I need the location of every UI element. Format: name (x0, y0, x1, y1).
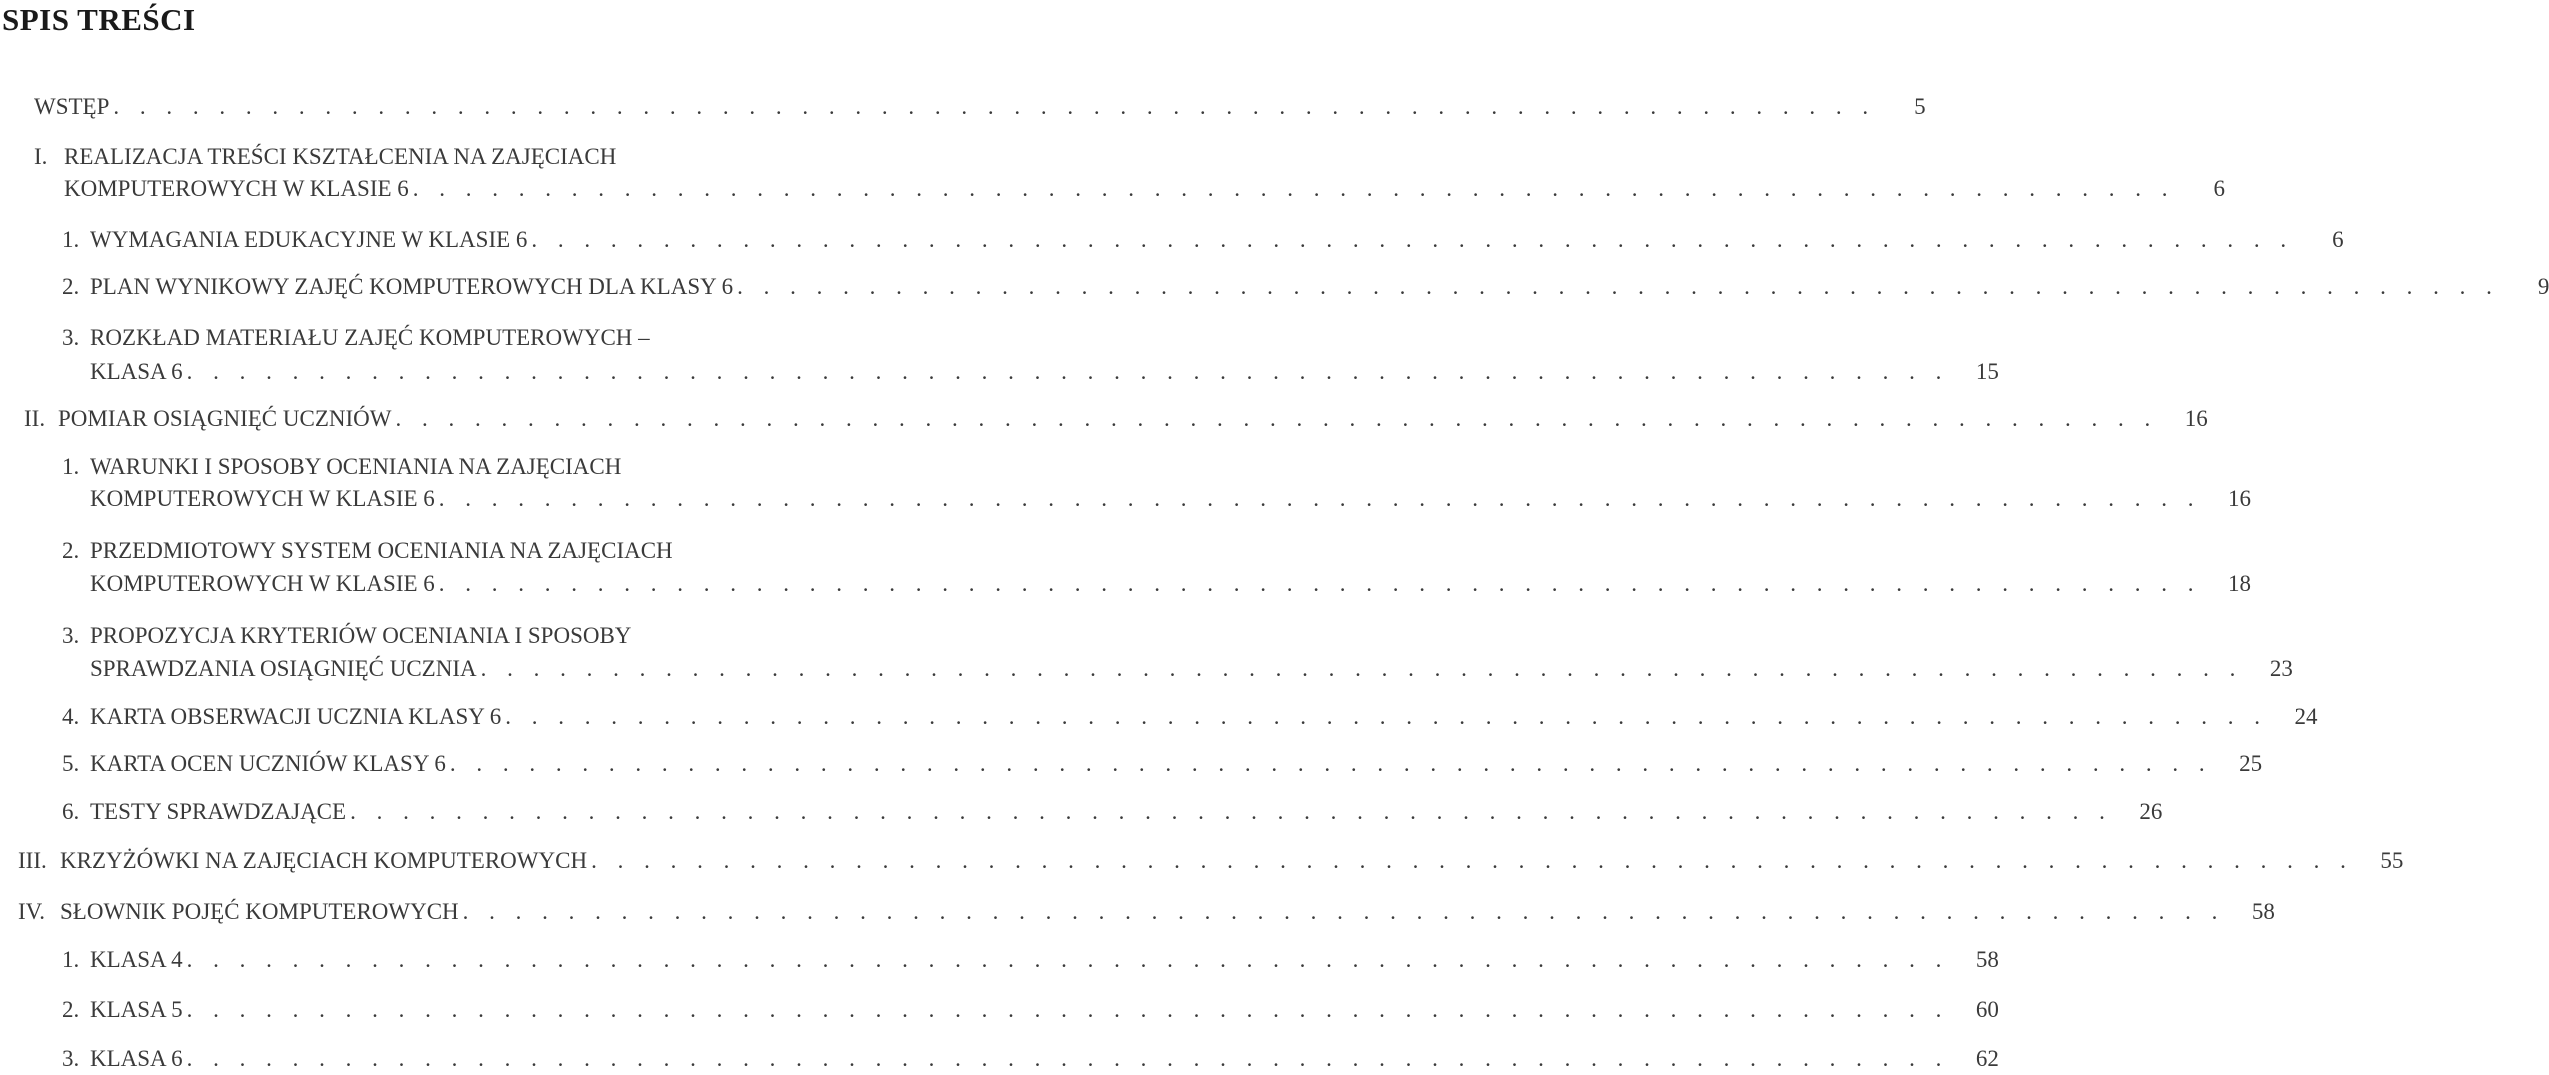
toc-item-1-3-continuation[interactable] (90, 356, 1999, 388)
toc-entry-label: KARTA OBSERWACJI UCZNIA KLASY 6 (90, 704, 502, 729)
toc-item-number: 3. (62, 325, 80, 350)
dot-leader: . . . . . . . . . . . . . . . . . . . . . . . . . . . . . . . . . . . . . . . . . . . . . . . . . . . . . . . . . . . . . . . . . . . (186, 1046, 1949, 1071)
toc-item-2-1-title[interactable] (62, 451, 960, 483)
toc-entry-label: WSTĘP (34, 94, 110, 119)
toc-entry-label: KLASA 6 (90, 1046, 183, 1071)
toc-page-number: 62 (1975, 1046, 1999, 1071)
toc-entry-label: PLAN WYNIKOWY ZAJĘĆ KOMPUTEROWYCH DLA KLASY 6 (90, 274, 734, 299)
toc-entry-label: KRZYŻÓWKI NA ZAJĘCIACH KOMPUTEROWYCH (60, 848, 588, 873)
toc-item-2-6[interactable] (62, 796, 2163, 828)
toc-page-number: 26 (2139, 799, 2163, 824)
toc-entry-label: REALIZACJA TREŚCI KSZTAŁCENIA NA ZAJĘCIACH (64, 144, 617, 169)
page-title: SPIS TREŚCI (2, 2, 196, 37)
toc-item-number: 1. (62, 454, 80, 479)
toc-item-number: 1. (62, 947, 80, 972)
toc-chapter-4[interactable] (18, 896, 2275, 928)
toc-page-number: 16 (2184, 406, 2208, 431)
toc-item-2-4[interactable] (62, 701, 2318, 733)
toc-chapter-number: III. (18, 848, 47, 873)
toc-item-number: 2. (62, 538, 80, 563)
toc-item-2-1-continuation[interactable] (90, 483, 2252, 515)
toc-entry-label: TESTY SPRAWDZAJĄCE (90, 799, 347, 824)
toc-page-number: 55 (2380, 848, 2404, 873)
toc-page-number: 23 (2269, 656, 2293, 681)
toc-entry-label: KLASA 6 (90, 359, 183, 384)
toc-page-number: 6 (2213, 176, 2226, 201)
toc-page-number: 24 (2294, 704, 2318, 729)
dot-leader: . . . . . . . . . . . . . . . . . . . . . . . . . . . . . . . . . . . . . . . . . . . . . . . . . . . . . . . . . . . . . . . . . . . (186, 997, 1949, 1022)
toc-page-number: 15 (1975, 359, 1999, 384)
toc-page-number: 16 (2228, 486, 2252, 511)
dot-leader: . . . . . . . . . . . . . . . . . . . . . . . . . . . . . . . . . . . . . . . . . . . . . . . . . . . . . . . . . . . . . . . . . . . (449, 751, 2213, 776)
dot-leader: . . . . . . . . . . . . . . . . . . . . . . . . . . . . . . . . . . . . . . . . . . . . . . . . . . . . . . . . . . . . . . . . . . . (412, 176, 2176, 201)
toc-item-1-1[interactable] (62, 224, 2344, 256)
toc-chapter-number: II. (24, 406, 46, 431)
dot-leader: . . . . . . . . . . . . . . . . . . . . . . . . . . . . . . . . . . . . . . . . . . . . . . . . . . . . . . . . . . . . . . . . . . . (350, 799, 2113, 824)
toc-entry-label: KOMPUTEROWYCH W KLASIE 6 (64, 176, 409, 201)
toc-page-number: 6 (2332, 227, 2344, 252)
toc-entry-label: KOMPUTEROWYCH W KLASIE 6 (90, 486, 435, 511)
toc-item-1-3-title[interactable] (62, 322, 960, 354)
toc-item-4-3[interactable] (62, 1043, 1999, 1075)
toc-page-number: 5 (1914, 94, 1926, 119)
toc-item-number: 2. (62, 997, 80, 1022)
toc-item-number: 4. (62, 704, 80, 729)
toc-entry-label: POMIAR OSIĄGNIĘĆ UCZNIÓW (58, 406, 392, 431)
toc-item-number: 3. (62, 1046, 80, 1071)
dot-leader: . . . . . . . . . . . . . . . . . . . . . . . . . . . . . . . . . . . . . . . . . . . . . . . . . . . . . . . . . . . . . . . . . . . (113, 94, 1876, 119)
toc-item-2-2-title[interactable] (62, 535, 960, 567)
toc-item-number: 5. (62, 751, 80, 776)
toc-entry-label: SŁOWNIK POJĘĆ KOMPUTEROWYCH (60, 899, 459, 924)
toc-chapter-1-continuation[interactable] (64, 173, 2226, 205)
toc-item-4-1[interactable] (62, 944, 1999, 976)
toc-entry-label: KLASA 4 (90, 947, 183, 972)
dot-leader: . . . . . . . . . . . . . . . . . . . . . . . . . . . . . . . . . . . . . . . . . . . . . . . . . . . . . . . . . . . . . . . . . . . (505, 704, 2268, 729)
toc-entry-label: KOMPUTEROWYCH W KLASIE 6 (90, 571, 435, 596)
toc-entry-label: WYMAGANIA EDUKACYJNE W KLASIE 6 (90, 227, 528, 252)
toc-item-number: 2. (62, 274, 80, 299)
dot-leader: . . . . . . . . . . . . . . . . . . . . . . . . . . . . . . . . . . . . . . . . . . . . . . . . . . . . . . . . . . . . . . . . . . . (438, 571, 2202, 596)
toc-item-number: 3. (62, 623, 80, 648)
dot-leader: . . . . . . . . . . . . . . . . . . . . . . . . . . . . . . . . . . . . . . . . . . . . . . . . . . . . . . . . . . . . . . . . . . . (591, 848, 2354, 873)
toc-item-number: 6. (62, 799, 80, 824)
toc-entry-label: SPRAWDZANIA OSIĄGNIĘĆ UCZNIA (90, 656, 477, 681)
toc-page-number: 58 (1975, 947, 1999, 972)
dot-leader: . . . . . . . . . . . . . . . . . . . . . . . . . . . . . . . . . . . . . . . . . . . . . . . . . . . . . . . . . . . . . . . . . . . (186, 359, 1949, 384)
toc-entry-label: PRZEDMIOTOWY SYSTEM OCENIANIA NA ZAJĘCIACH (90, 538, 673, 563)
toc-entry-label: PROPOZYCJA KRYTERIÓW OCENIANIA I SPOSOBY (90, 623, 632, 648)
toc-chapter-1-title[interactable] (34, 141, 960, 173)
toc-chapter-number: I. (34, 144, 48, 169)
toc-entry-label: KARTA OCEN UCZNIÓW KLASY 6 (90, 751, 446, 776)
dot-leader: . . . . . . . . . . . . . . . . . . . . . . . . . . . . . . . . . . . . . . . . . . . . . . . . . . . . . . . . . . . . . . . . . . . (737, 274, 2500, 299)
toc-chapter-2[interactable] (24, 403, 2208, 435)
toc-chapter-number: IV. (18, 899, 46, 924)
dot-leader: . . . . . . . . . . . . . . . . . . . . . . . . . . . . . . . . . . . . . . . . . . . . . . . . . . . . . . . . . . . . . . . . . . . (480, 656, 2243, 681)
toc-page-number: 25 (2239, 751, 2263, 776)
dot-leader: . . . . . . . . . . . . . . . . . . . . . . . . . . . . . . . . . . . . . . . . . . . . . . . . . . . . . . . . . . . . . . . . . . . (438, 486, 2202, 511)
toc-page-number: 60 (1975, 997, 1999, 1022)
toc-page-number: 9 (2537, 274, 2549, 299)
toc-item-number: 1. (62, 227, 80, 252)
dot-leader: . . . . . . . . . . . . . . . . . . . . . . . . . . . . . . . . . . . . . . . . . . . . . . . . . . . . . . . . . . . . . . . . . . . (462, 899, 2225, 924)
toc-entry-label: KLASA 5 (90, 997, 183, 1022)
dot-leader: . . . . . . . . . . . . . . . . . . . . . . . . . . . . . . . . . . . . . . . . . . . . . . . . . . . . . . . . . . . . . . . . . . . (395, 406, 2158, 431)
toc-entry-wstep[interactable] (34, 91, 1926, 123)
toc-chapter-3[interactable] (18, 845, 2404, 877)
dot-leader: . . . . . . . . . . . . . . . . . . . . . . . . . . . . . . . . . . . . . . . . . . . . . . . . . . . . . . . . . . . . . . . . . . . (186, 947, 1949, 972)
toc-page-number: 58 (2251, 899, 2275, 924)
toc-item-2-5[interactable] (62, 748, 2263, 780)
toc-entry-label: ROZKŁAD MATERIAŁU ZAJĘĆ KOMPUTEROWYCH – (90, 325, 650, 350)
toc-item-1-2[interactable] (62, 271, 2549, 303)
toc-item-2-2-continuation[interactable] (90, 568, 2252, 600)
toc-entry-label: WARUNKI I SPOSOBY OCENIANIA NA ZAJĘCIACH (90, 454, 622, 479)
toc-item-2-3-title[interactable] (62, 620, 960, 652)
dot-leader: . . . . . . . . . . . . . . . . . . . . . . . . . . . . . . . . . . . . . . . . . . . . . . . . . . . . . . . . . . . . . . . . . . . (531, 227, 2294, 252)
toc-item-4-2[interactable] (62, 994, 1999, 1026)
toc-page-number: 18 (2228, 571, 2252, 596)
toc-item-2-3-continuation[interactable] (90, 653, 2293, 685)
